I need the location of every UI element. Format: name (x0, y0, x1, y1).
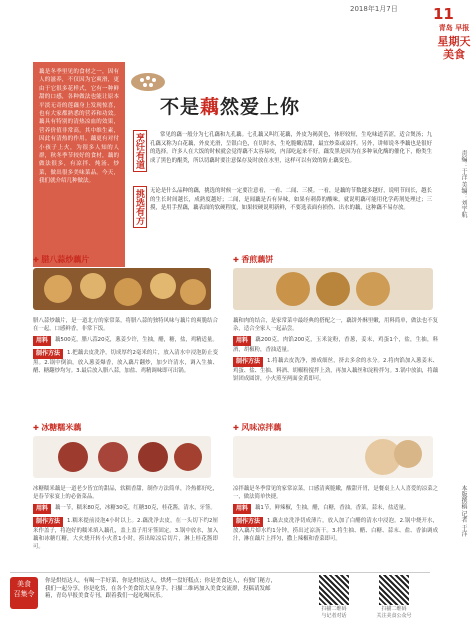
brand-prefix: 青岛 早报 (438, 24, 470, 32)
ingredients-label: 用料 (233, 504, 251, 514)
recipe-card (33, 254, 218, 375)
lotus-root-hole (152, 78, 156, 82)
ingredients-text: 藕1节，鲜辣椒，生抽，醋，白糖，香油，香菜，蒜末，盐适量。 (255, 505, 410, 511)
steps-label: 制作方法 (233, 357, 263, 367)
steps-text: 1.糯米提前浸泡4小时以上。2.藕洗净去皮，在一头切下约2厘米作盖子，将泡好的糯米填入藕孔，盖上盖子用牙签固定。3.锅中放水，加入藕和冰糖红糖，大火烧开转小火煮1小时，捞出晾凉后切片，淋上桂花酱即可。 (33, 518, 218, 550)
paragraph-cooking: 常见的藕一般分为七孔藕和九孔藕。七孔藕又叫红花藕，外皮为褐黄色，体形较短，生吃味道苦涩，适合煲汤；九孔藕又称为白花藕，外皮光滑，呈银白色，在切时水，生吃脆嫩清甜，最宜炒菜或凉拌。另外，讲师说冬季藕也是很好的选择。许多人在大饭的时候就会觉得藕不太容易咬，内部吃起来不好。藕发黑是因为在多种氧化酶的催化下，酚类生成了黑色的醌类，所以切藕时要注意保存及时放在水里，这样可以有效的防止藕变色。 (150, 132, 432, 164)
tag-selecting: 挑选有方 (133, 186, 147, 228)
steps-label: 制作方法 (33, 349, 63, 359)
tag-cooking: 烹饪有道 (133, 130, 147, 172)
recipe-photo (233, 268, 433, 310)
title-highlight: 藕 (200, 96, 221, 118)
footer-message: 你是烘焙达人，有喝一手好菜，你是烘焙达人，烘烤一盘好糕点；你是美食达人，有独门秘方，我们一起分享，你是吃货，在各个美食馆大显身手。扫描二维码加入美食交流群，投稿请发邮箱，青岛早报美食专刊，跟着我们一起吃喝玩乐。 (45, 578, 277, 599)
steps-text: 1.把藕去皮洗净，切成厚约2毫米的片，放入清水中浸泡防止变黑。2.锅中倒油，放入葱姜爆香，放入藕片翻炒，加少许清水，调入生抽、醋、糖翻炒均匀。3.最后放入腊八蒜，加盐、鸡精调味即可出锅。 (33, 350, 218, 374)
recipe-intro: 腊八蒜炒藕片，是一道北方的家常菜，将腊八蒜的独特风味与藕片的爽脆结合在一起，口感鲜香，非常下饭。 (33, 318, 218, 332)
qr-code-icon (319, 575, 349, 605)
recipe-card (233, 254, 438, 383)
footer-banner (10, 572, 430, 619)
ingredients-label: 用料 (233, 336, 251, 346)
reporter-credit: 本版撰稿 记者 于洋 (460, 485, 467, 537)
recipe-card (233, 422, 438, 543)
page-number: 11 (433, 5, 454, 23)
ingredients-label: 用料 (33, 504, 51, 514)
qr-code-reporter (310, 575, 358, 619)
lotus-root-hole (146, 76, 150, 80)
lotus-root-hole (140, 78, 144, 82)
recipe-title: ✚ 冰糖糯米藕 (33, 422, 218, 433)
food-call-badge: 美食 召集令 (10, 577, 38, 609)
lotus-root-hole (143, 83, 147, 87)
steps-label: 制作方法 (233, 517, 263, 527)
ingredients-text: 藕一节，糯米80克，冰糖30克，红糖30克，桂花酱，清水，牙签。 (55, 505, 216, 511)
recipe-intro: 凉拌藕是冬季常见的家常凉菜，口感清爽脆嫩，酸甜开胃，是餐桌上人人喜爱的凉菜之一，做法简单快捷。 (233, 486, 438, 500)
steps-label: 制作方法 (33, 517, 63, 527)
ingredients-text: 藕500克，腊八蒜20克，葱姜少许，生抽，醋，糖，盐，鸡精适量。 (55, 337, 218, 343)
recipe-card (33, 422, 218, 551)
title-part2: 然爱上你 (220, 96, 301, 118)
recipe-photo (33, 268, 211, 310)
page-title (160, 92, 300, 119)
qr-code-icon (379, 575, 409, 605)
recipes-section (33, 254, 438, 589)
lotus-root-illustration (128, 70, 168, 94)
lotus-root-hole (149, 83, 153, 87)
steps-text: 1.将藕去皮洗净，擦成细丝，挤去多余的水分。2.将肉馅加入葱姜末、鸡蛋、盐、生抽、料酒、胡椒粉搅拌上劲，再加入藕丝和淀粉拌匀。3.锅中放油，将藕饼团成圆饼，小火煎至两面金黄即可。 (233, 358, 438, 382)
section-name: 美食 (443, 48, 465, 61)
ingredients-label: 用料 (33, 336, 51, 346)
recipe-title: ✚ 风味凉拌藕 (233, 422, 438, 433)
lotus-root-shape (131, 73, 165, 91)
steps-text: 1.藕去皮洗净切成薄片，放入加了白醋的清水中浸泡。2.锅中烧开水，放入藕片焯水约1分钟，捞出过凉沥干。3.将生抽、醋、白糖、蒜末、盐、香油调成汁，淋在藕片上拌匀，撒上辣椒和香菜即可。 (233, 518, 438, 542)
recipe-photo (233, 436, 433, 478)
issue-date: 2018年1月7日 (350, 5, 398, 13)
intro-box: 藕是冬季里见的食材之一，因有人的滋养，不仅因为它爽滑，更由于它很多花样式，它有一种鲜甜的口感，各种做法也能让原本平淡无奇的莲藕身上发现惊喜，也有大家都熟悉的营养和功效。藕具有特别的清热凉血的效果，营养价值非常高，其中维生素，因此有清热的作用。藕更有对付小孩子上火，为很多人知的人群，秋冬季节较好的食材，藕的做法很多，有凉拌、炖汤、炒菜，做出很多美味菜品。今天，我们就介绍几种做法。 (33, 62, 125, 267)
title-part1: 不是 (160, 96, 201, 118)
recipe-intro: 冰糖糯米藕是一道老少皆宜的甜品，软糯香甜，制作方法简单，冷热都好吃，是春节家宴上的必备菜品。 (33, 486, 218, 500)
ingredients-text: 藕200克，肉馅200克，玉米淀粉，香葱，姜末，鸡蛋1个，盐，生抽，料酒，胡椒粉，香油适量。 (233, 337, 438, 353)
recipe-title: ✚ 腊八蒜炒藕片 (33, 254, 218, 265)
qr-code-label: 扫描二维码 关注美食公众号 (376, 606, 412, 619)
brand-name: 星期天 (437, 35, 471, 48)
recipe-intro: 藕和肉的结合，是家常菜中最经典的搭配之一，藕饼外酥里嫩，用料简单，做法也不复杂，适合全家人一起品尝。 (233, 318, 438, 332)
recipe-photo (33, 436, 211, 478)
qr-code-account (370, 575, 418, 619)
qr-code-label: 扫描二维码 与记者对话 (321, 606, 347, 619)
paragraph-selecting: 无论是什么品种的藕，挑选的时候一定要注意看，一看、二闻、三摸。一看，是藕的节数越多越好，说明节间长，越长的生长时间越长，成熟度越好；二闻，是闻藕是否有异味，如果有刺鼻的酸味，就说明藕可能用化学药剂处理过；三摸，是用手捏藕，藕表面的软硬程度，如果较硬说明新鲜，不要选表面有损伤、出水的藕，这种藕不易存放。 (150, 188, 432, 211)
recipe-title: ✚ 香煎藕饼 (233, 254, 438, 265)
editor-credit: 责编：于洋 美编：刘宇航 (460, 150, 467, 218)
newspaper-brand (436, 22, 472, 61)
